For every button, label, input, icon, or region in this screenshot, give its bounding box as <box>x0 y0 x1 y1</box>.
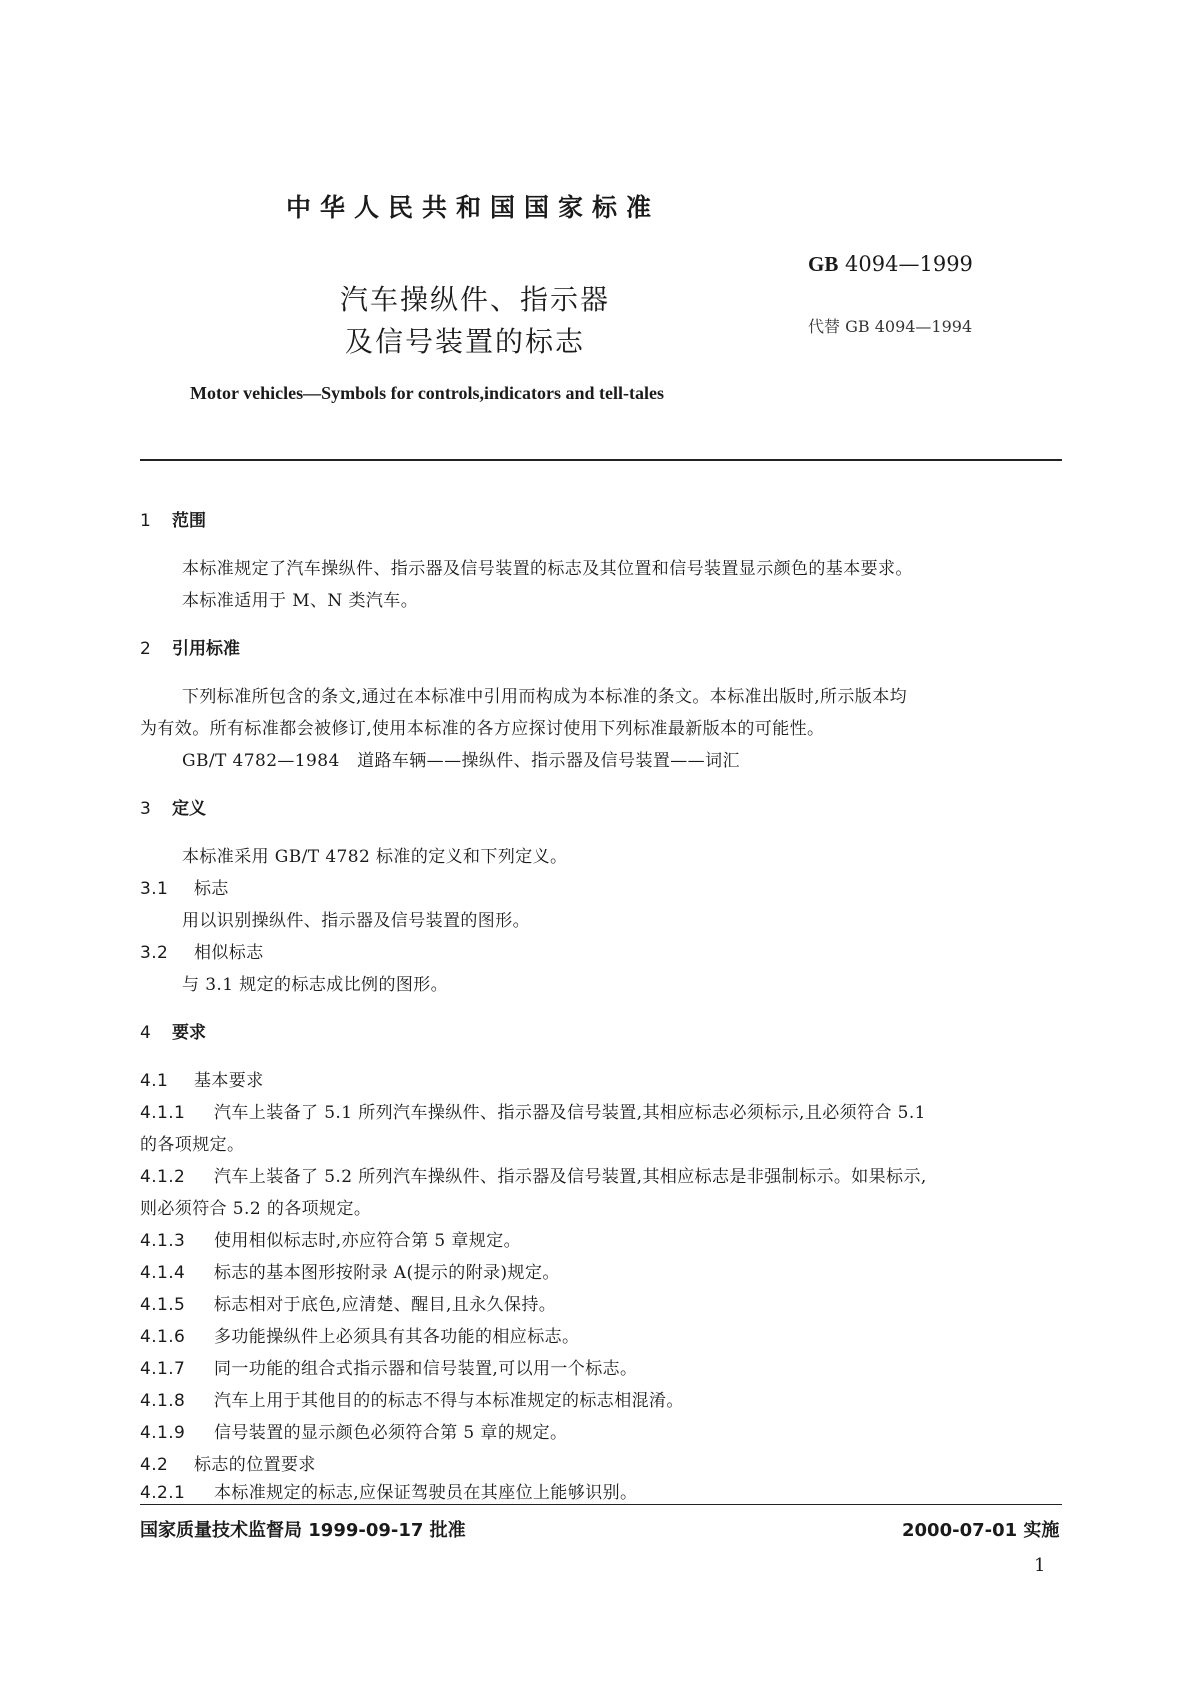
document-title-line2: 及信号装置的标志 <box>345 325 586 358</box>
page-number: 1 <box>1034 1555 1046 1576</box>
section-3-paragraph: 本标准采用 GB/T 4782 标准的定义和下列定义。 <box>182 847 568 867</box>
document-title-line1: 汽车操纵件、指示器 <box>340 283 611 316</box>
section-3-heading <box>140 794 206 819</box>
clause-4-1-7 <box>140 1354 637 1379</box>
referenced-standard: GB/T 4782—1984 道路车辆——操纵件、指示器及信号装置——词汇 <box>182 751 740 771</box>
clause-4-1-1-continuation: 的各项规定。 <box>140 1135 245 1155</box>
clause-text: 标志的基本图形按附录 A(提示的附录)规定。 <box>214 1263 560 1283</box>
clause-4-1-9 <box>140 1418 567 1443</box>
clause-text: 使用相似标志时,亦应符合第 5 章规定。 <box>214 1231 522 1251</box>
replaces-standard: 代替 GB 4094—1994 <box>808 317 973 336</box>
clause-text: 多功能操纵件上必须具有其各功能的相应标志。 <box>214 1327 580 1347</box>
definition-term: 相似标志 <box>194 943 264 963</box>
clause-number: 4.1.9 <box>140 1423 186 1443</box>
clause-text: 同一功能的组合式指示器和信号装置,可以用一个标志。 <box>214 1359 638 1379</box>
section-2-paragraph-line1: 下列标准所包含的条文,通过在本标准中引用而构成为本标准的条文。本标准出版时,所示版本均 <box>182 687 908 707</box>
section-title: 引用标准 <box>172 639 240 659</box>
standard-code: 4094—1999 <box>845 252 973 276</box>
clause-number: 4.1.5 <box>140 1295 186 1315</box>
clause-number: 4.1.8 <box>140 1391 186 1411</box>
clause-text: 基本要求 <box>194 1071 264 1091</box>
clause-4-1-5 <box>140 1290 556 1315</box>
section-2-heading <box>140 634 240 659</box>
definition-term: 标志 <box>194 879 229 899</box>
section-2-paragraph-line2: 为有效。所有标准都会被修订,使用本标准的各方应探讨使用下列标准最新版本的可能性。 <box>140 719 825 739</box>
clause-4-1 <box>140 1066 264 1091</box>
clause-number: 4.2.1 <box>140 1483 186 1503</box>
clause-text: 本标准规定的标志,应保证驾驶员在其座位上能够识别。 <box>214 1483 638 1503</box>
clause-text: 汽车上装备了 5.2 所列汽车操纵件、指示器及信号装置,其相应标志是非强制标示。如果标示, <box>214 1167 927 1187</box>
section-number: 1 <box>140 511 151 531</box>
section-title: 定义 <box>172 799 206 819</box>
section-1-paragraph-1: 本标准规定了汽车操纵件、指示器及信号装置的标志及其位置和信号装置显示颜色的基本要求。 <box>182 559 913 579</box>
definition-3-1-term <box>140 874 229 899</box>
clause-4-1-3 <box>140 1226 521 1251</box>
clause-4-2 <box>140 1450 316 1475</box>
clause-number: 4.2 <box>140 1455 169 1475</box>
implementation-date: 2000-07-01 实施 <box>902 1520 1060 1541</box>
clause-4-2-1 <box>140 1478 637 1503</box>
clause-4-1-8 <box>140 1386 684 1411</box>
section-number: 4 <box>140 1023 151 1043</box>
clause-text: 汽车上装备了 5.1 所列汽车操纵件、指示器及信号装置,其相应标志必须标示,且必须符合 5.1 <box>214 1103 926 1123</box>
standard-prefix: GB <box>808 252 839 276</box>
clause-number: 4.1.6 <box>140 1327 186 1347</box>
definition-3-2-term <box>140 938 264 963</box>
section-title: 范围 <box>172 511 206 531</box>
section-1-paragraph-2: 本标准适用于 M、N 类汽车。 <box>182 591 419 611</box>
standard-number <box>808 252 973 277</box>
national-standard-heading: 中华人民共和国国家标准 <box>286 193 661 222</box>
clause-number: 4.1.7 <box>140 1359 186 1379</box>
approval-line: 国家质量技术监督局 1999-09-17 批准 <box>140 1520 466 1541</box>
header-divider <box>140 459 1062 461</box>
clause-4-1-4 <box>140 1258 560 1283</box>
clause-number: 3.1 <box>140 879 169 899</box>
clause-number: 4.1 <box>140 1071 169 1091</box>
section-number: 3 <box>140 799 151 819</box>
definition-3-2-text: 与 3.1 规定的标志成比例的图形。 <box>182 975 449 995</box>
clause-4-1-2-continuation: 则必须符合 5.2 的各项规定。 <box>140 1199 372 1219</box>
clause-text: 标志的位置要求 <box>194 1455 316 1475</box>
footer-divider <box>140 1504 1062 1505</box>
clause-4-1-1 <box>140 1098 926 1123</box>
section-number: 2 <box>140 639 151 659</box>
clause-number: 4.1.1 <box>140 1103 186 1123</box>
definition-3-1-text: 用以识别操纵件、指示器及信号装置的图形。 <box>182 911 530 931</box>
section-1-heading <box>140 506 206 531</box>
clause-4-1-2 <box>140 1162 927 1187</box>
clause-number: 4.1.3 <box>140 1231 186 1251</box>
section-4-heading <box>140 1018 206 1043</box>
english-title: Motor vehicles—Symbols for controls,indicators and tell-tales <box>190 383 664 403</box>
clause-number: 4.1.4 <box>140 1263 186 1283</box>
clause-number: 3.2 <box>140 943 169 963</box>
clause-text: 信号装置的显示颜色必须符合第 5 章的规定。 <box>214 1423 568 1443</box>
clause-text: 汽车上用于其他目的的标志不得与本标准规定的标志相混淆。 <box>214 1391 684 1411</box>
clause-4-1-6 <box>140 1322 579 1347</box>
clause-text: 标志相对于底色,应清楚、醒目,且永久保持。 <box>214 1295 557 1315</box>
section-title: 要求 <box>172 1023 206 1043</box>
clause-number: 4.1.2 <box>140 1167 186 1187</box>
